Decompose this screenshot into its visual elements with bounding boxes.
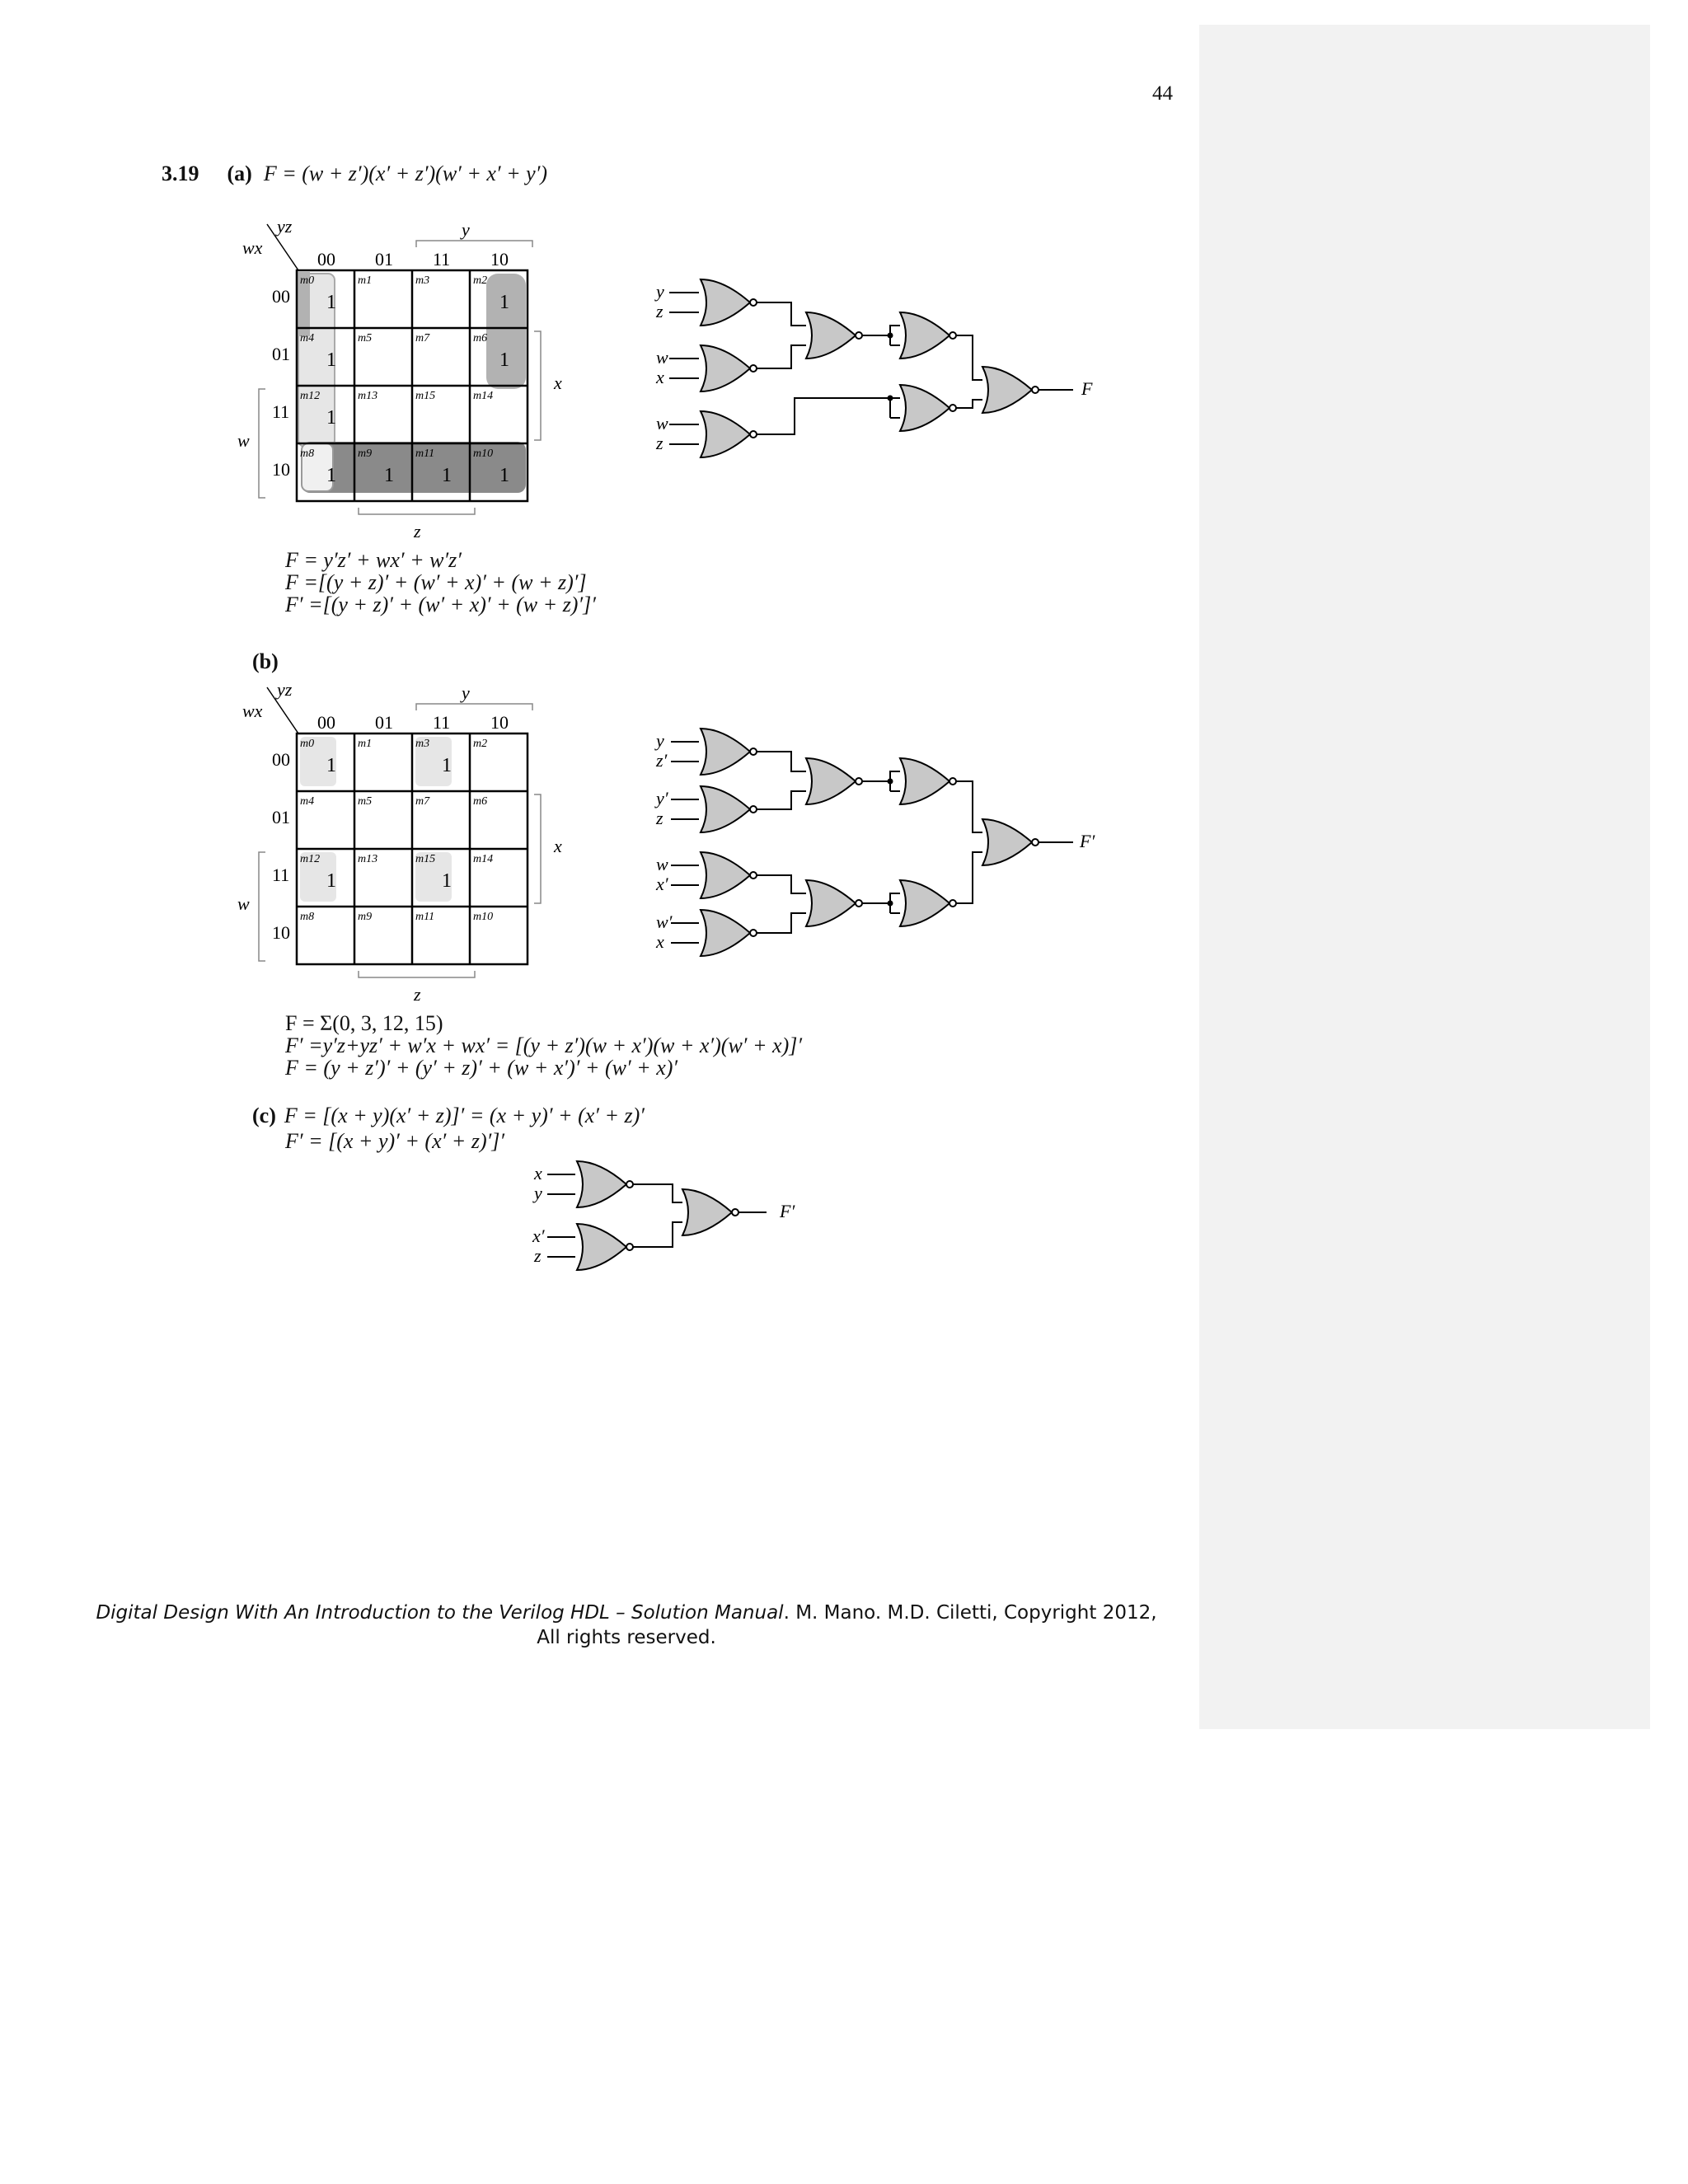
kmap-b-w-label: w — [237, 893, 250, 914]
kmap-b-col-var: yz — [277, 679, 293, 700]
nor-gate-icon — [701, 786, 757, 832]
kmap-a-col-header: 00 — [317, 249, 335, 269]
circuit-a-output: F — [1081, 378, 1093, 399]
kmap-a-row-header: 10 — [272, 459, 290, 480]
kmap-b-row-var: wx — [242, 701, 263, 721]
kmap-a-minterm: m7 — [415, 332, 430, 344]
nor-gate-icon — [701, 345, 757, 391]
page-number: 44 — [1152, 82, 1173, 105]
kmap-b-minterm: m2 — [473, 738, 488, 750]
kmap-b-minterm: m6 — [473, 795, 488, 808]
kmap-b-z-label: z — [414, 984, 421, 1005]
circuit-b-input: x′ — [656, 874, 668, 894]
kmap-b-row-header: 01 — [272, 807, 290, 827]
kmap-a-cell-value: 1 — [326, 407, 336, 429]
kmap-b-minterm: m7 — [415, 795, 430, 808]
kmap-b-cell-value: 1 — [442, 870, 452, 892]
circuit-b-input: z′ — [656, 750, 668, 771]
kmap-a-minterm: m1 — [358, 274, 373, 287]
circuit-b-output: F′ — [1080, 831, 1095, 851]
kmap-a-x-label: x — [554, 373, 562, 393]
kmap-b-col-header: 00 — [317, 712, 335, 733]
kmap-a-cell-value: 1 — [384, 465, 394, 486]
nor-gate-icon — [701, 852, 757, 898]
circuit-a-input: w — [656, 413, 668, 434]
part-b-label: (b) — [252, 649, 279, 673]
circuit-b-input: y — [656, 730, 664, 751]
kmap-a-col-var: yz — [277, 216, 293, 237]
equation: F′ =[(y + z)′ + (w′ + x)′ + (w + z)′]′ — [285, 593, 596, 616]
part-b-equations — [285, 1012, 802, 1079]
kmap-a-minterm: m0 — [300, 274, 315, 287]
kmap-b-minterm: m15 — [415, 853, 436, 865]
footer-title: Digital Design With An Introduction to the Verilog HDL – Solution Manual — [96, 1602, 784, 1624]
problem-header — [162, 162, 547, 186]
kmap-b-row-header: 00 — [272, 749, 290, 770]
nor-gate-icon — [806, 880, 862, 926]
kmap-b-col-header: 01 — [375, 712, 393, 733]
kmap-a-cell-value: 1 — [326, 465, 336, 486]
nor-gate-icon — [577, 1224, 633, 1270]
kmap-b-minterm: m3 — [415, 738, 430, 750]
circuit-b-input: w′ — [656, 912, 673, 932]
nor-gate-icon — [900, 758, 956, 804]
kmap-a-minterm: m12 — [300, 390, 321, 402]
nor-gate-icon — [900, 312, 956, 359]
circuit-b — [651, 725, 1113, 964]
kmap-a-cell-value: 1 — [442, 465, 452, 486]
circuit-a-input: w — [656, 347, 668, 368]
kmap-a-row-header: 00 — [272, 286, 290, 307]
circuit-b-input: y′ — [656, 788, 668, 808]
kmap-a-minterm: m3 — [415, 274, 430, 287]
circuit-b-input: z — [656, 808, 663, 828]
circuit-a-input: x — [656, 367, 664, 387]
nor-gate-icon — [701, 279, 757, 326]
equation: F = Σ(0, 3, 12, 15) — [285, 1011, 443, 1035]
kmap-a-minterm: m11 — [415, 448, 435, 460]
kmap-a-cell-value: 1 — [326, 349, 336, 371]
part-a-equations — [285, 549, 596, 616]
kmap-a-minterm: m2 — [473, 274, 488, 287]
nor-gate-icon — [701, 411, 757, 457]
kmap-a-cell-value: 1 — [499, 349, 509, 371]
kmap-b-col-header: 10 — [490, 712, 509, 733]
kmap-b-row-header: 11 — [272, 865, 290, 885]
nor-gate-icon — [701, 910, 757, 956]
equation: F = [(x + y)(x′ + z)]′ = (x + y)′ + (x′ + z)′ — [284, 1104, 645, 1127]
kmap-b-minterm: m12 — [300, 853, 321, 865]
kmap-a-minterm: m5 — [358, 332, 373, 344]
kmap-b-cell-value: 1 — [326, 755, 336, 776]
nor-gate-icon — [806, 312, 862, 359]
part-a-statement: F = (w + z′)(x′ + z′)(w′ + x′ + y′) — [263, 162, 548, 185]
footer — [0, 1601, 1253, 1650]
kmap-a-col-header: 10 — [490, 249, 509, 269]
circuit-a — [651, 276, 1113, 466]
kmap-a-minterm: m9 — [358, 448, 373, 460]
kmap-b-x-label: x — [554, 836, 562, 856]
circuit-a-input: y — [656, 281, 664, 302]
kmap-a-col-header: 01 — [375, 249, 393, 269]
kmap-a-minterm: m13 — [358, 390, 378, 402]
equation: F = (y + z′)′ + (y′ + z)′ + (w + x′)′ + (w′ + x)′ — [285, 1056, 678, 1080]
kmap-a-minterm: m15 — [415, 390, 436, 402]
circuit-c-input: x — [534, 1163, 542, 1183]
equation: F′ =y′z+yz′ + w′x + wx′ = [(y + z′)(w + x′)(w + x′)(w′ + x)]′ — [285, 1033, 803, 1057]
footer-rest: . M. Mano. M.D. Ciletti, Copyright 2012, — [783, 1602, 1157, 1624]
circuit-a-input: z — [656, 301, 663, 321]
nor-gate-icon — [982, 367, 1039, 413]
equation: F′ = [(x + y)′ + (x′ + z)′]′ — [285, 1129, 505, 1153]
kmap-a-col-header: 11 — [433, 249, 451, 269]
nor-gate-icon — [900, 385, 956, 431]
kmap-b-minterm: m8 — [300, 911, 315, 923]
kmap-b-minterm: m14 — [473, 853, 494, 865]
kmap-b-minterm: m1 — [358, 738, 373, 750]
kmap-b-minterm: m11 — [415, 911, 435, 923]
problem-number: 3.19 — [162, 162, 199, 185]
circuit-c-input: x′ — [532, 1226, 545, 1246]
kmap-a-minterm: m14 — [473, 390, 494, 402]
part-a-label: (a) — [227, 162, 252, 185]
kmap-a-group-yzprime-right — [486, 274, 526, 389]
nor-gate-icon — [682, 1189, 738, 1235]
kmap-a-y-label: y — [462, 219, 470, 240]
kmap-b-minterm: m10 — [473, 911, 494, 923]
circuit-c-output: F′ — [780, 1201, 795, 1221]
kmap-b-minterm: m13 — [358, 853, 378, 865]
kmap-a-w-label: w — [237, 430, 250, 451]
kmap-a-row-var: wx — [242, 237, 263, 258]
nor-gate-icon — [900, 880, 956, 926]
kmap-b-minterm: m9 — [358, 911, 373, 923]
kmap-a-cell-value: 1 — [326, 292, 336, 313]
kmap-b-cell-value: 1 — [442, 755, 452, 776]
kmap-a-minterm: m4 — [300, 332, 315, 344]
circuit-c-input: y — [534, 1183, 542, 1203]
circuit-b-input: x — [656, 931, 664, 952]
kmap-a-row-header: 11 — [272, 401, 290, 422]
circuit-c-input: z — [534, 1245, 542, 1266]
kmap-b-row-header: 10 — [272, 922, 290, 943]
nor-gate-icon — [577, 1161, 633, 1207]
circuit-a-input: z — [656, 433, 663, 453]
kmap-a-z-label: z — [414, 521, 421, 541]
circuit-c — [528, 1158, 824, 1273]
kmap-a-minterm: m6 — [473, 332, 488, 344]
part-c — [252, 1104, 645, 1152]
kmap-b-col-header: 11 — [433, 712, 451, 733]
footer-line2: All rights reserved. — [537, 1627, 716, 1648]
kmap-a-cell-value: 1 — [499, 465, 509, 486]
kmap-b-y-label: y — [462, 682, 470, 703]
kmap-b-minterm: m0 — [300, 738, 315, 750]
kmap-b-minterm: m5 — [358, 795, 373, 808]
kmap-a-cell-value: 1 — [499, 292, 509, 313]
kmap-a-row-header: 01 — [272, 344, 290, 364]
part-c-label: (c) — [252, 1104, 276, 1127]
kmap-a-minterm: m10 — [473, 448, 494, 460]
nor-gate-icon — [806, 758, 862, 804]
margin-panel — [1199, 25, 1650, 1729]
kmap-a-minterm: m8 — [300, 448, 315, 460]
kmap-a — [231, 216, 577, 554]
kmap-b-cell-value: 1 — [326, 870, 336, 892]
nor-gate-icon — [701, 729, 757, 775]
circuit-b-input: w — [656, 854, 668, 874]
nor-gate-icon — [982, 819, 1039, 865]
equation: F = y′z′ + wx′ + w′z′ — [285, 548, 462, 572]
kmap-b — [231, 679, 577, 1017]
kmap-b-minterm: m4 — [300, 795, 315, 808]
equation: F =[(y + z)′ + (w′ + x)′ + (w + z)′] — [285, 570, 587, 594]
